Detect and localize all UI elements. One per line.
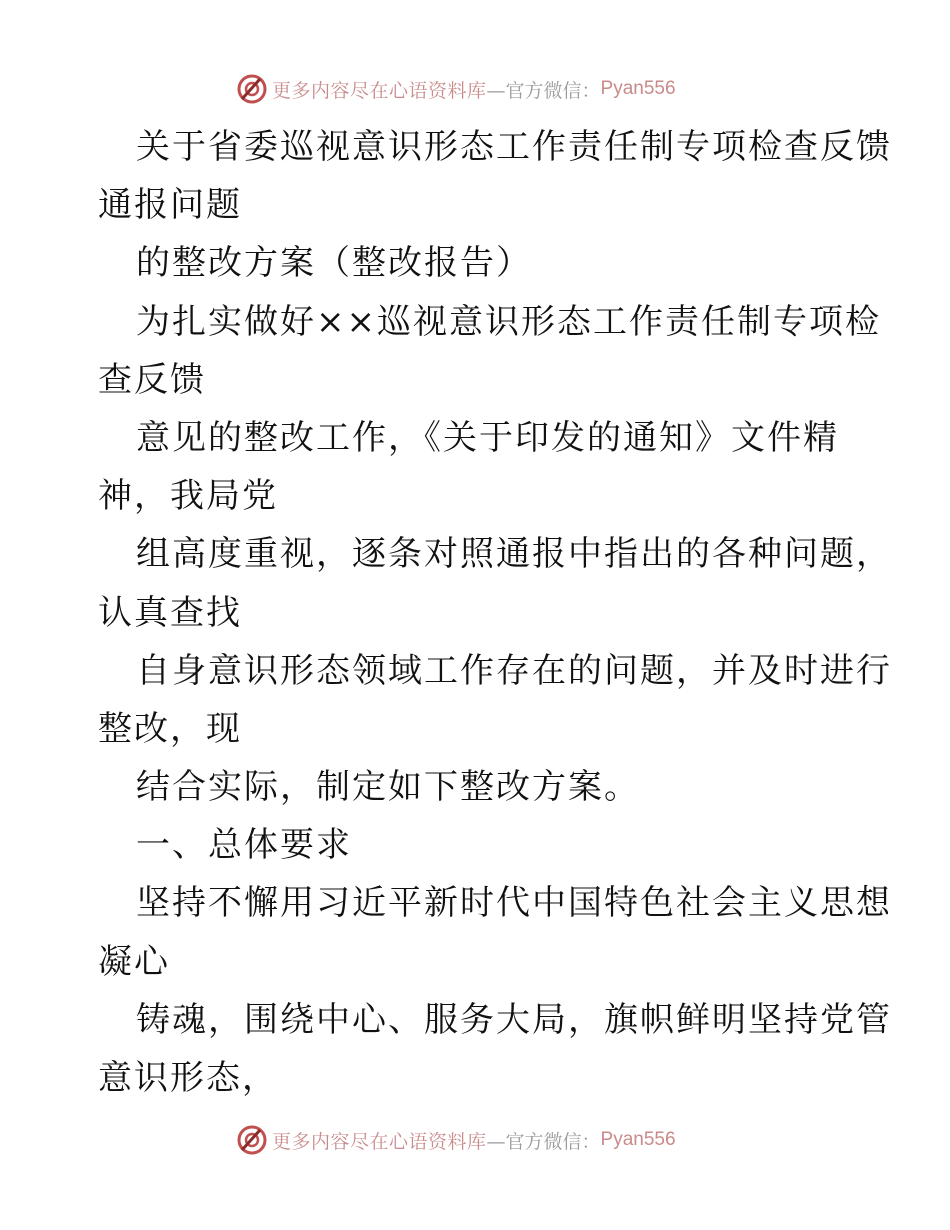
- document-line: 坚持不懈用习近平新时代中国特色社会主义思想: [136, 883, 892, 924]
- document-line: 组高度重视，逐条对照通报中指出的各种问题，: [136, 534, 892, 575]
- document-line: 一、总体要求: [136, 825, 352, 866]
- watermark-logo-icon: [236, 73, 268, 105]
- document-line: 神，我局党: [98, 476, 278, 517]
- header-watermark: [236, 72, 716, 106]
- document-line: 整改，现: [98, 708, 242, 749]
- document-line: 认真查找: [98, 592, 242, 633]
- watermark-account: Pyan556: [600, 78, 676, 99]
- document-line: 意见的整改工作，《关于印发的通知》文件精: [136, 417, 839, 458]
- watermark-account: Pyan556: [600, 1129, 676, 1150]
- document-line: 通报问题: [98, 185, 242, 226]
- watermark-main-text: 更多内容尽在心语资料库: [272, 79, 487, 102]
- document-line: 自身意识形态领域工作存在的问题，并及时进行: [136, 650, 892, 691]
- watermark-sub-text: —官方微信：: [486, 1130, 601, 1153]
- footer-watermark: [236, 1123, 716, 1157]
- document-line: 为扎实做好××巡视意识形态工作责任制专项检: [136, 301, 881, 342]
- watermark-main-text: 更多内容尽在心语资料库: [272, 1130, 487, 1153]
- document-line: 凝心: [98, 941, 170, 982]
- document-line: 结合实际，制定如下整改方案。: [136, 767, 640, 808]
- document-line: 铸魂，围绕中心、服务大局，旗帜鲜明坚持党管: [136, 999, 892, 1040]
- document-body: [98, 118, 892, 1107]
- watermark-logo-icon: [236, 1124, 268, 1156]
- document-line: 意识形态，: [98, 1058, 278, 1098]
- document-line: 关于省委巡视意识形态工作责任制专项检查反馈: [136, 127, 892, 167]
- document-line: 的整改方案（整改报告）: [136, 243, 532, 284]
- watermark-sub-text: —官方微信：: [486, 79, 601, 102]
- document-line: 查反馈: [98, 359, 206, 400]
